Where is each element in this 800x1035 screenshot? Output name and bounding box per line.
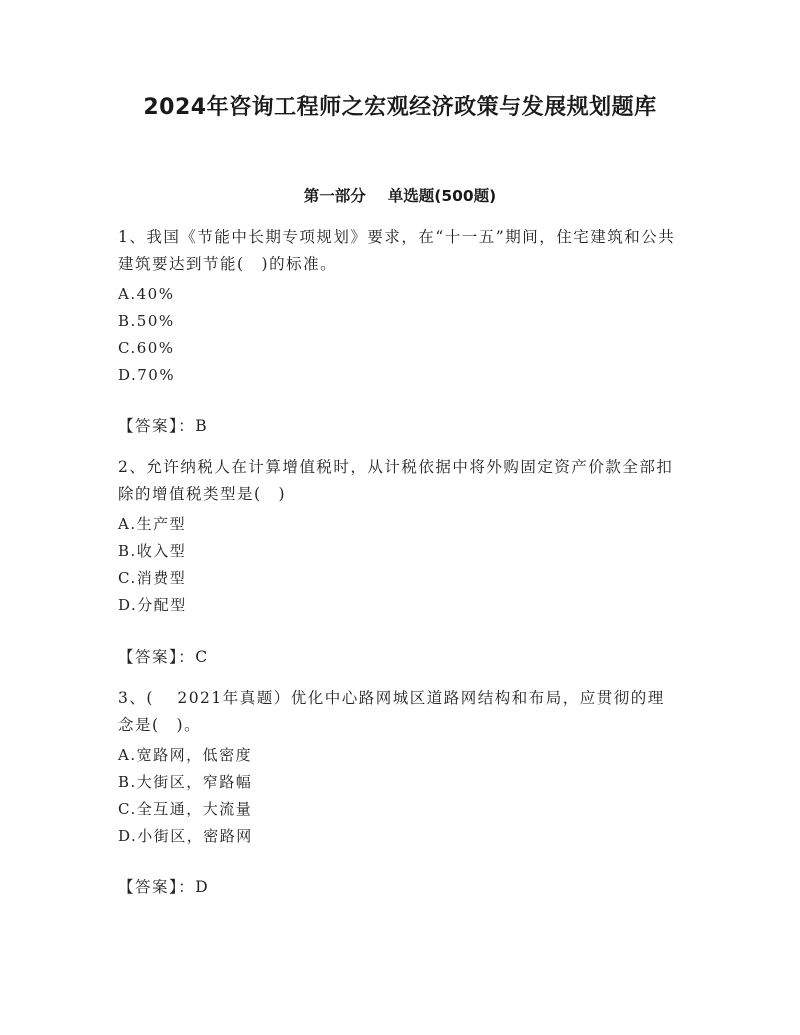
option-d: D.70% xyxy=(118,366,176,384)
answer-3: 【答案】：D xyxy=(118,878,210,896)
section-heading xyxy=(0,184,800,206)
option-c: C.60% xyxy=(118,339,175,357)
option-a: A.40% xyxy=(118,285,175,303)
option-b: B.50% xyxy=(118,312,175,330)
question-stem: 2、允许纳税人在计算增值税时，从计税依据中将外购固定资产价款全部扣除的增值税类型是( ) xyxy=(118,458,674,503)
question-2 xyxy=(118,454,678,619)
question-stem: 3、( 2021年真题）优化中心路网城区道路网结构和布局，应贯彻的理念是( )。 xyxy=(118,689,665,734)
option-d: D.小街区，密路网 xyxy=(118,827,253,845)
question-3 xyxy=(118,685,678,850)
option-c: C.全互通，大流量 xyxy=(118,800,253,818)
question-stem: 1、我国《节能中长期专项规划》要求，在“十一五”期间，住宅建筑和公共建筑要达到节能( )的标准。 xyxy=(118,228,676,273)
option-b: B.收入型 xyxy=(118,542,187,560)
question-1 xyxy=(118,224,678,389)
option-b: B.大街区，窄路幅 xyxy=(118,773,253,791)
option-c: C.消费型 xyxy=(118,569,187,587)
option-a: A.生产型 xyxy=(118,515,187,533)
option-d: D.分配型 xyxy=(118,596,187,614)
option-a: A.宽路网，低密度 xyxy=(118,746,253,764)
answer-2: 【答案】：C xyxy=(118,648,209,666)
answer-1: 【答案】：B xyxy=(118,417,209,435)
section-name: 单选题(500题) xyxy=(387,187,497,205)
section-part: 第一部分 xyxy=(303,187,366,205)
document-title: 2024年咨询工程师之宏观经济政策与发展规划题库 xyxy=(143,95,657,120)
